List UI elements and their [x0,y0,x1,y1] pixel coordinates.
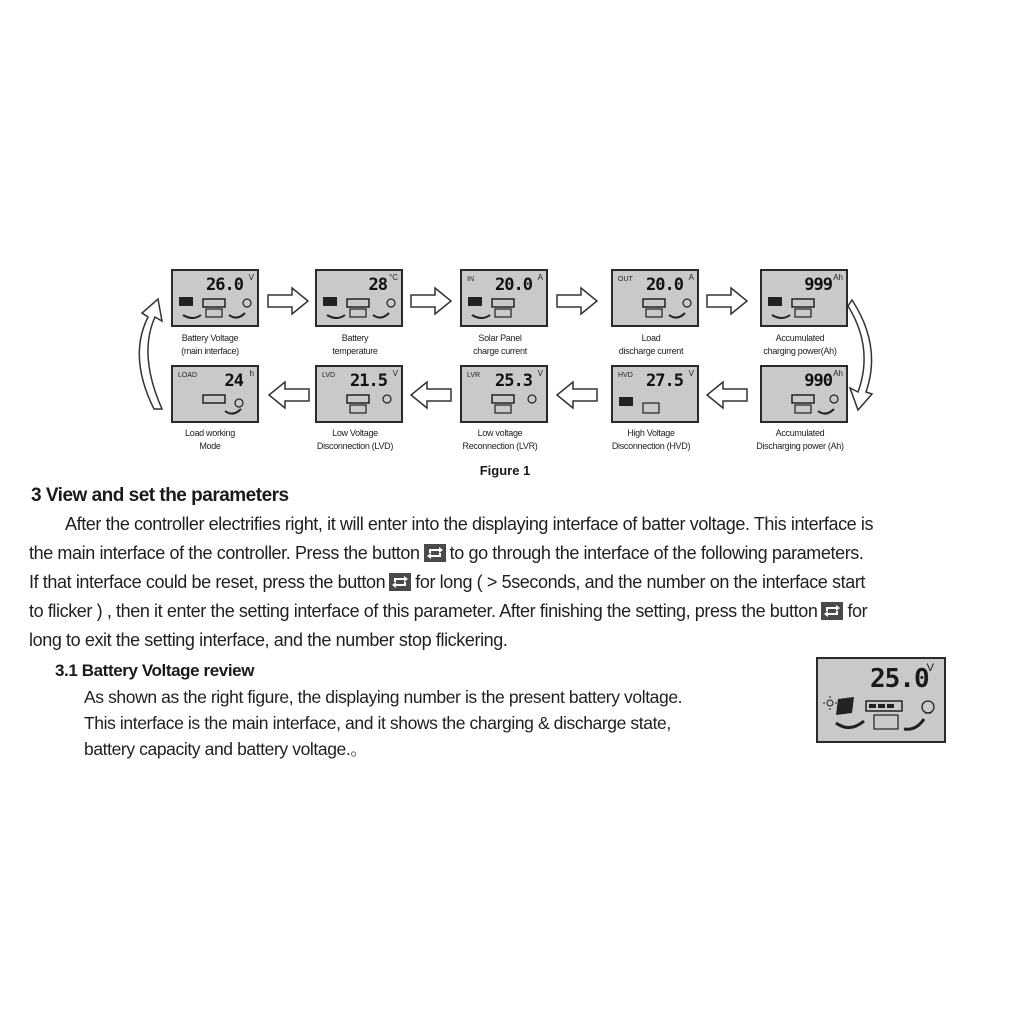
lcd-unit: A [688,273,694,282]
discharge-arrow-icon [229,313,245,318]
caption-line: Low voltage [477,428,523,438]
caption-line: Battery Voltage [181,333,239,343]
paragraph-line [29,568,989,597]
battery-icon [347,299,369,307]
solar-panel-icon [619,397,633,406]
lcd-unit: V [926,662,934,674]
battery-icon [866,701,902,729]
caption-lvr [445,427,555,453]
caption-line: Accumulated [775,333,825,343]
lcd-status-icons [762,367,846,421]
paragraph-line [29,597,989,626]
text-run: to go through the interface of the following parameters. [449,543,864,563]
discharge-arrow-icon [904,719,924,729]
bulb-icon [528,395,536,403]
caption-line: charge current [473,346,527,356]
lcd-panel-accumulated-charging [760,269,848,327]
lcd-value: 990 [804,371,832,391]
subsection-heading: 3.1 Battery Voltage review [55,661,255,680]
bulb-icon [383,395,391,403]
lcd-value: 25.3 [495,371,532,391]
lcd-value: 20.0 [646,275,683,295]
right-arrow-icon [555,286,599,316]
caption-line: Load [641,333,661,343]
battery-icon [643,403,659,413]
lcd-unit: V [248,273,254,282]
lcd-value: 20.0 [495,275,532,295]
sun-icon [823,696,837,710]
lcd-panel-battery-voltage [171,269,259,327]
lcd-panel-lvr [460,365,548,423]
caption-line: discharge current [618,346,684,356]
lcd-unit: Ah [833,369,843,378]
bulb-icon [243,299,251,307]
caption-line: (main interface) [181,346,239,356]
lcd-unit: °C [389,273,398,282]
battery-icon [492,395,514,403]
text-run: for [847,601,868,621]
text-run: the main interface of the controller. Press the button [29,543,420,563]
caption-load-working-mode [155,427,265,453]
lcd-value: 24 [224,371,243,391]
lcd-unit: h [249,369,254,378]
curved-arrow-icon [124,297,166,415]
lcd-status-icons [613,367,697,421]
lcd-panel-hvd [611,365,699,423]
left-arrow-icon [409,380,453,410]
left-arrow-icon [705,380,749,410]
lcd-panel-accumulated-discharging [760,365,848,423]
solar-panel-icon [179,297,193,306]
lcd-unit: V [392,369,398,378]
lcd-status-icons [613,271,697,325]
lcd-status-icons [317,367,401,421]
bulb-icon [235,399,243,407]
caption-load-discharge-current [596,332,706,358]
caption-solar-charge-current [445,332,555,358]
section-body [29,510,989,655]
lcd-value: 25.0 [870,664,929,694]
section-heading: 3 View and set the parameters [31,485,289,506]
lcd-panel-battery-temperature [315,269,403,327]
paragraph-line: As shown as the right figure, the displaying number is the present battery voltage. [84,687,683,707]
bulb-icon [830,395,838,403]
lcd-tag: LOAD [178,372,198,379]
lcd-panel-lvd [315,365,403,423]
text-run: for long ( > 5seconds, and the number on the interface start [415,572,866,592]
bulb-icon [387,299,395,307]
caption-accumulated-discharging [745,427,855,453]
lcd-value: 21.5 [350,371,387,391]
lcd-tag: HVD [618,372,633,379]
caption-line: charging power(Ah) [763,346,837,356]
caption-line: Accumulated [775,428,825,438]
paragraph-line: long to exit the setting interface, and the number stop flickering. [29,630,508,650]
paragraph-line [29,539,989,568]
paragraph-line: battery capacity and battery voltage.。 [84,739,368,759]
lcd-panel-load-discharge-current [611,269,699,327]
battery-icon [347,395,369,403]
lcd-status-icons [317,271,401,325]
caption-battery-temperature [300,332,410,358]
lcd-value: 28 [368,275,387,295]
caption-line: Low Voltage [332,428,378,438]
caption-line: Mode [199,441,221,451]
caption-line: High Voltage [627,428,675,438]
lcd-tag: LVR [467,372,481,379]
figure-caption: Figure 1 [479,463,531,478]
solar-panel-icon [323,297,337,306]
cycle-button-icon [424,544,446,562]
lcd-tag: LVD [322,372,336,379]
left-arrow-icon [555,380,599,410]
charge-arrow-icon [183,315,201,318]
text-run: to flicker ) , then it enter the setting interface of this parameter. After finishing the setting, press the button [29,601,818,621]
cycle-button-icon [821,602,843,620]
curved-arrow-icon [846,296,888,414]
lcd-tag: OUT [618,276,633,283]
lcd-value: 999 [804,275,832,295]
lcd-status-icons [173,271,257,325]
bulb-icon [922,701,934,713]
paragraph-line: This interface is the main interface, and it shows the charging & discharge state, [84,713,671,733]
right-arrow-icon [266,286,310,316]
left-arrow-icon [267,380,311,410]
right-arrow-icon [409,286,453,316]
lcd-status-icons [462,271,546,325]
solar-panel-icon [836,697,854,715]
lcd-panel-load-working-mode [171,365,259,423]
caption-line: temperature [332,346,378,356]
solar-panel-icon [468,297,482,306]
battery-icon [643,299,665,307]
lcd-status-icons [762,271,846,325]
subsection-body [84,684,784,762]
lcd-unit: V [688,369,694,378]
lcd-status-icons [818,659,944,741]
caption-line: Solar Panel [478,333,522,343]
lcd-unit: A [537,273,543,282]
lcd-value: 26.0 [206,275,243,295]
lcd-unit: Ah [833,273,843,282]
caption-line: Disconnection (LVD) [316,441,394,451]
battery-icon [203,299,225,317]
caption-line: Disconnection (HVD) [611,441,691,451]
lcd-status-icons [462,367,546,421]
caption-hvd [596,427,706,453]
lcd-unit: V [537,369,543,378]
caption-battery-voltage [155,332,265,358]
bulb-icon [683,299,691,307]
cycle-button-icon [389,573,411,591]
battery-icon [203,395,225,403]
lcd-tag: IN [467,276,474,283]
battery-icon [792,299,814,307]
solar-panel-icon [768,297,782,306]
caption-line: Load working [185,428,235,438]
lcd-panel-main-interface [816,657,946,743]
battery-icon [492,299,514,307]
caption-line: Discharging power (Ah) [756,441,844,451]
text-run: If that interface could be reset, press the button [29,572,386,592]
caption-accumulated-charging [745,332,855,358]
lcd-panel-solar-charge-current [460,269,548,327]
right-arrow-icon [705,286,749,316]
charge-arrow-icon [836,721,864,728]
battery-icon [792,395,814,403]
lcd-status-icons [173,367,257,421]
caption-line: Reconnection (LVR) [462,441,538,451]
caption-line: Battery [341,333,369,343]
caption-lvd [300,427,410,453]
lcd-value: 27.5 [646,371,683,391]
paragraph-line: After the controller electrifies right, it will enter into the displaying interface of batter voltage. This interface is [65,514,874,534]
